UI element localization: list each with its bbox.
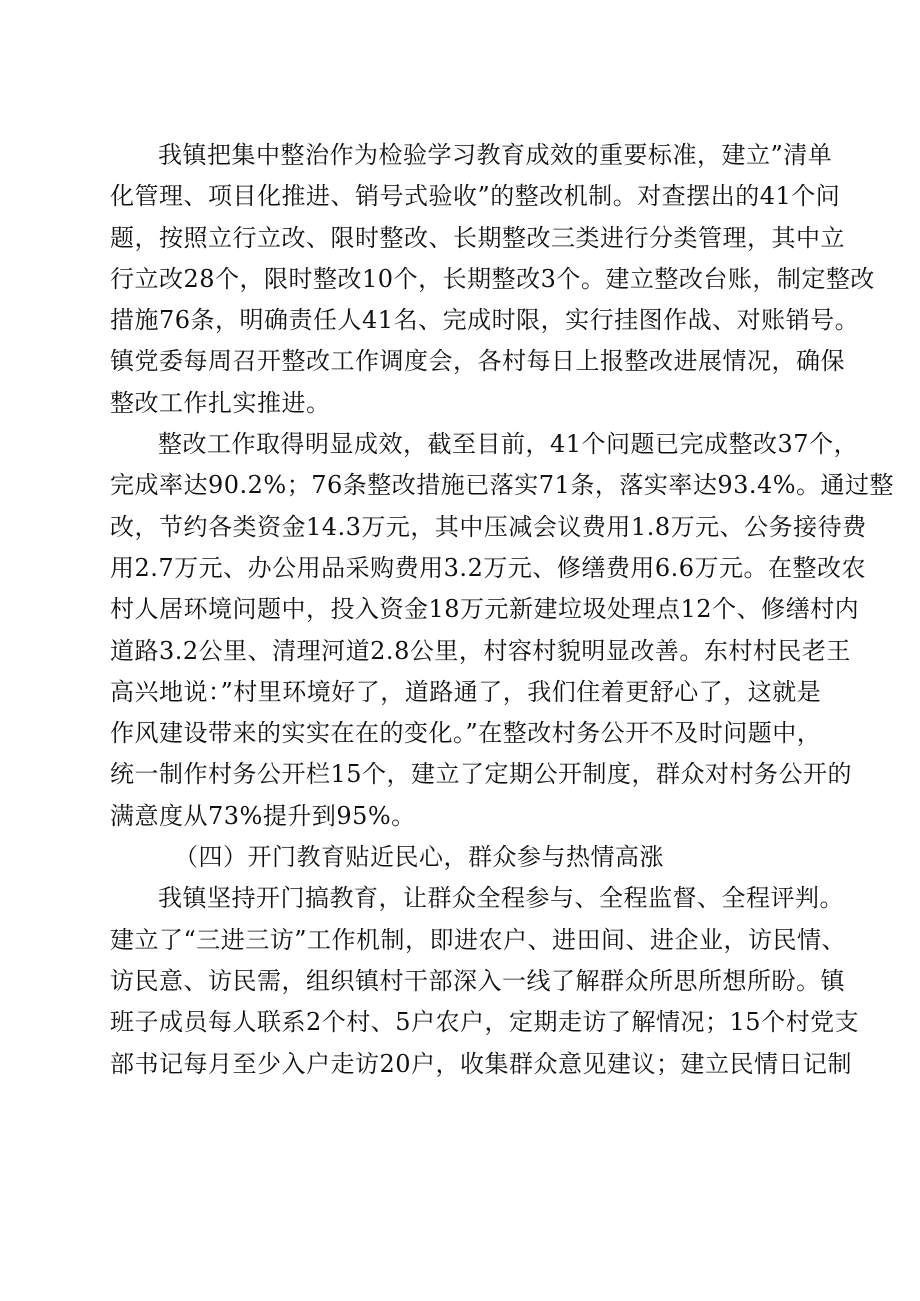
paragraph-1-line-7: 整改工作扎实推进。	[110, 388, 331, 417]
paragraph-2-line-7: 高兴地说：”村里环境好了，道路通了，我们住着更舒心了，这就是	[110, 677, 822, 706]
paragraph-1-line-1: 我镇把集中整治作为检验学习教育成效的重要标准，建立”清单	[158, 141, 833, 169]
document-body	[110, 135, 895, 1085]
paragraph-2-line-1: 整改工作取得明显成效，截至目前，41个问题已完成整改37个，	[158, 430, 859, 459]
paragraph-3-line-4: 班子成员每人联系2个村、5户农户，定期走访了解情况；15个村党支	[110, 1008, 860, 1037]
paragraph-2-line-6: 道路3.2公里、清理河道2.8公里，村容村貌明显改善。东村村民老王	[110, 636, 851, 665]
section-heading: （四）开门教育贴近民心，群众参与热情高涨	[174, 843, 664, 872]
paragraph-2-line-2: 完成率达90.2%；76条整改措施已落实71条，落实率达93.4%。通过整	[110, 471, 895, 500]
paragraph-1-line-6: 镇党委每周召开整改工作调度会，各村每日上报整改进展情况，确保	[110, 347, 845, 376]
paragraph-3-line-5: 部书记每月至少入户走访20户，收集群众意见建议；建立民情日记制	[110, 1049, 853, 1078]
paragraph-2-line-3: 改，节约各类资金14.3万元，其中压减会议费用1.8万元、公务接待费	[110, 512, 867, 541]
paragraph-3-line-1: 我镇坚持开门搞教育，让群众全程参与、全程监督、全程评判。	[158, 884, 844, 913]
paragraph-2-line-4: 用2.7万元、办公用品采购费用3.2万元、修缮费用6.6万元。在整改农	[110, 553, 867, 582]
paragraph-3-line-3: 访民意、访民需，组织镇村干部深入一线了解群众所思所想所盼。镇	[110, 966, 845, 995]
paragraph-1-line-2: 化管理、项目化推进、销号式验收”的整改机制。对查摆出的41个问	[110, 182, 841, 211]
paragraph-2-line-5: 村人居环境问题中，投入资金18万元新建垃圾处理点12个、修缮村内	[110, 595, 860, 624]
paragraph-2-line-10: 满意度从73%提升到95%。	[110, 801, 416, 830]
paragraph-1-line-3: 题，按照立行立改、限时整改、长期整改三类进行分类管理，其中立	[110, 223, 845, 252]
paragraph-3-line-2: 建立了“三进三访”工作机制，即进农户、进田间、进企业，访民情、	[110, 925, 847, 954]
paragraph-1-line-4: 行立改28个，限时整改10个，长期整改3个。建立整改台账，制定整改	[110, 264, 875, 293]
paragraph-2-line-8: 作风建设带来的实实在在的变化。”在整改村务公开不及时问题中，	[110, 719, 822, 748]
paragraph-2-line-9: 统一制作村务公开栏15个，建立了定期公开制度，群众对村务公开的	[110, 760, 853, 789]
paragraph-1-line-5: 措施76条，明确责任人41名、完成时限，实行挂图作战、对账销号。	[110, 306, 860, 335]
